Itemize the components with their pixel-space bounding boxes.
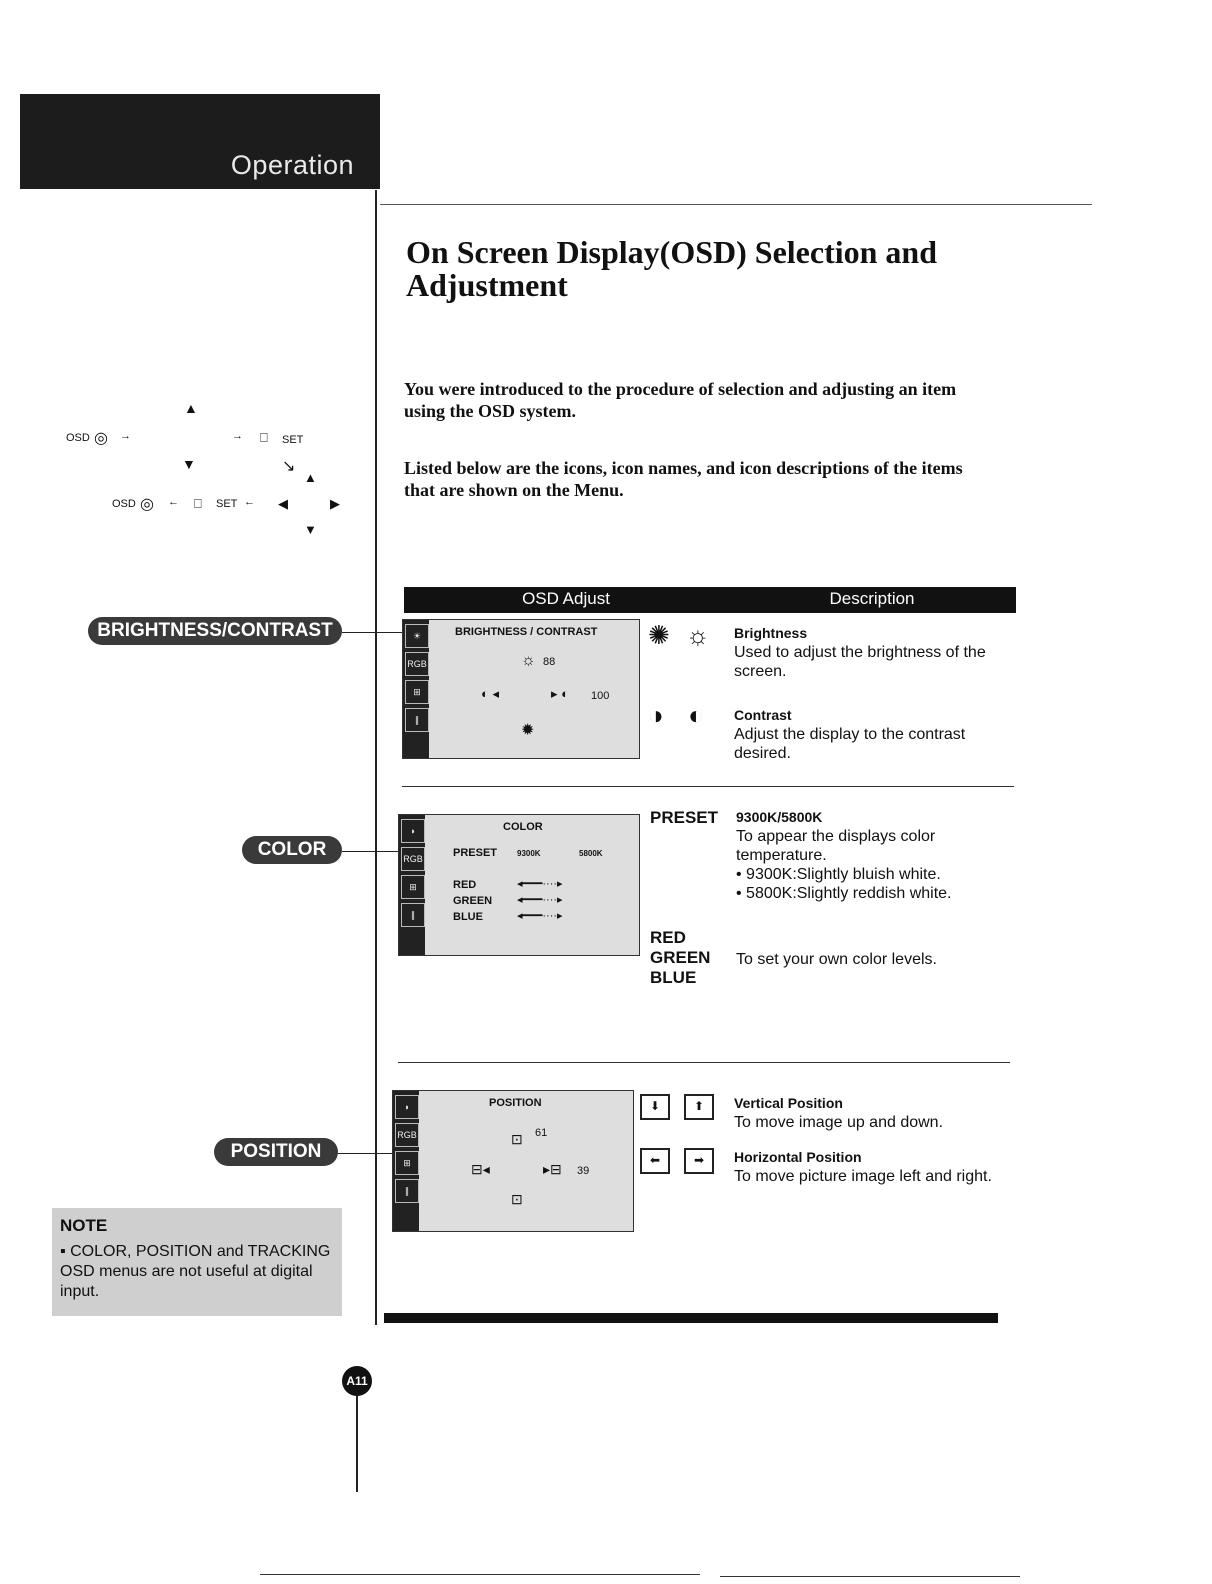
vertical-description (734, 1094, 1004, 1132)
note-box (52, 1208, 342, 1316)
footer-rule (260, 1574, 700, 1575)
position-menu-icon: ⊞ (405, 680, 429, 704)
contrast-low-icon: ◑ (648, 700, 664, 730)
set-button-icon: ⎕ (194, 496, 202, 511)
osd-icon-column (399, 815, 425, 955)
color-tag: COLOR (242, 836, 342, 864)
down-arrow-icon: ▼ (182, 456, 196, 472)
left-arrow-icon: ◀ (278, 496, 288, 511)
preset-description (736, 808, 1006, 903)
brightness-icon: ☼ (521, 652, 536, 669)
brightness-menu-icon: ◗ (395, 1095, 419, 1119)
position-menu-icon: ⊞ (401, 875, 425, 899)
section-title: Operation (230, 150, 354, 180)
brightness-contrast-tag: BRIGHTNESS/CONTRAST (88, 617, 342, 645)
tracking-menu-icon: ∥ (405, 708, 429, 732)
diagram-set-label: SET (282, 434, 304, 446)
column-header-osd-adjust: OSD Adjust (404, 587, 728, 613)
brightness-menu-icon: ☀ (405, 624, 429, 648)
green-level-bar: ◂━━━····▸ (517, 894, 563, 906)
arrow-right-icon: → (232, 430, 243, 442)
page-number: A11 (342, 1366, 372, 1396)
horizontal-right-icon: ▸⊟ (543, 1161, 562, 1177)
rgb-labels (650, 928, 710, 988)
contrast-name: Contrast (734, 707, 792, 723)
brightness-bright-icon: ☼ (686, 620, 710, 650)
rgb-description: To set your own color levels. (736, 951, 937, 968)
move-up-icon: ⬆ (684, 1094, 714, 1120)
note-text (60, 1242, 332, 1302)
up-arrow-icon: ▲ (304, 470, 317, 485)
diagonal-arrow-icon: ↘ (282, 458, 296, 475)
vertical-name: Vertical Position (734, 1095, 843, 1111)
leader-line (342, 632, 404, 633)
footer-rule (720, 1576, 1020, 1577)
rgb-menu-icon: RGB (405, 652, 429, 676)
contrast-high-icon: ▸ ◐ (551, 686, 569, 701)
section-divider (398, 1062, 1010, 1063)
preset-option-2: 5800K (579, 849, 603, 858)
horizontal-desc: To move picture image left and right. (734, 1168, 992, 1185)
leader-line (338, 1153, 394, 1154)
section-divider (402, 786, 1014, 787)
rgb-menu-icon: RGB (401, 847, 425, 871)
section-header (20, 94, 380, 189)
top-rule (380, 204, 1092, 205)
osd-button-icon: ◎ (94, 430, 108, 447)
page-title: On Screen Display(OSD) Selection and Adjustment (406, 234, 937, 303)
arrow-left-icon: ← (244, 496, 255, 508)
vertical-position-icon: ⊡ (511, 1131, 523, 1147)
preset-desc: To appear the displays color temperature. (736, 828, 936, 864)
horizontal-description (734, 1148, 1004, 1186)
osd-screen-title: BRIGHTNESS / CONTRAST (455, 626, 598, 638)
diagram-set-label: SET (216, 498, 238, 510)
margin-rule (375, 190, 377, 1325)
diagram-osd-label: OSD (112, 498, 136, 510)
column-header-description: Description (728, 587, 1016, 613)
green-label: GREEN (650, 948, 711, 967)
position-menu-icon: ⊞ (395, 1151, 419, 1175)
osd-red-label: RED (453, 879, 477, 891)
brightness-low-icon: ✹ (521, 722, 535, 739)
osd-screen-title: POSITION (489, 1097, 542, 1109)
contrast-desc: Adjust the display to the contrast desired. (734, 726, 966, 762)
brightness-name: Brightness (734, 625, 808, 641)
intro-paragraph-1: You were introduced to the procedure of selection and adjusting an item using the OSD system. (404, 379, 957, 421)
horizontal-value: 39 (577, 1165, 590, 1177)
preset-bullet-9300k: • 9300K:Slightly bluish white. (736, 866, 941, 883)
preset-name: 9300K/5800K (736, 809, 823, 825)
brightness-menu-icon: ◗ (401, 819, 425, 843)
osd-screen-title: COLOR (503, 821, 543, 833)
move-right-icon: ➡ (684, 1148, 714, 1174)
red-label: RED (650, 928, 686, 947)
diagram-osd-label: OSD (66, 432, 90, 444)
vertical-down-icon: ⊡ (511, 1191, 523, 1207)
move-down-icon: ⬇ (640, 1094, 670, 1120)
osd-blue-label: BLUE (453, 911, 483, 923)
brightness-osd-screen (402, 619, 640, 759)
right-arrow-icon: ▶ (330, 496, 340, 511)
brightness-value: 88 (543, 656, 556, 668)
osd-navigation-diagram (60, 400, 360, 550)
set-button-icon: ⎕ (260, 430, 268, 445)
position-tag: POSITION (214, 1138, 338, 1166)
vertical-value: 61 (535, 1127, 548, 1139)
position-osd-screen (392, 1090, 634, 1232)
note-title: NOTE (60, 1216, 108, 1235)
preset-bullet-5800k: • 5800K:Slightly reddish white. (736, 885, 952, 902)
arrow-right-icon: → (120, 430, 131, 442)
brightness-dim-icon: ✺ (648, 620, 670, 650)
preset-label: PRESET (650, 808, 719, 827)
down-arrow-icon: ▼ (304, 522, 317, 537)
vertical-desc: To move image up and down. (734, 1114, 944, 1131)
brightness-description (734, 624, 1014, 681)
blue-level-bar: ◂━━━····▸ (517, 910, 563, 922)
leader-line (342, 851, 402, 852)
move-left-icon: ⬅ (640, 1148, 670, 1174)
horizontal-left-icon: ⊟◂ (471, 1161, 490, 1177)
intro-paragraph-2: Listed below are the icons, icon names, and icon descriptions of the items that are shown on the Menu. (404, 458, 963, 500)
tracking-menu-icon: ∥ (401, 903, 425, 927)
preset-option-1: 9300K (517, 849, 541, 858)
bottom-rule (384, 1313, 998, 1323)
osd-green-label: GREEN (453, 895, 493, 907)
contrast-low-icon: ◐ ◂ (481, 686, 499, 701)
tracking-menu-icon: ∥ (395, 1179, 419, 1203)
arrow-left-icon: ← (168, 496, 179, 508)
color-osd-screen (398, 814, 640, 956)
osd-button-icon: ◎ (140, 496, 154, 513)
contrast-high-icon: ◐ (688, 700, 704, 730)
contrast-value: 100 (591, 690, 610, 702)
note-body: COLOR, POSITION and TRACKING OSD menus are not useful at digital input. (60, 1243, 331, 1300)
brightness-desc: Used to adjust the brightness of the screen. (734, 644, 986, 680)
rgb-menu-icon: RGB (395, 1123, 419, 1147)
bullet-icon: ▪ (60, 1243, 71, 1260)
margin-rule-lower (356, 1392, 358, 1492)
horizontal-name: Horizontal Position (734, 1149, 862, 1165)
osd-icon-column (403, 620, 429, 758)
up-arrow-icon: ▲ (184, 400, 198, 416)
blue-label: BLUE (650, 968, 697, 987)
red-level-bar: ◂━━━····▸ (517, 878, 563, 890)
osd-icon-column (393, 1091, 419, 1231)
osd-preset-label: PRESET (453, 847, 498, 859)
contrast-description (734, 706, 1004, 763)
